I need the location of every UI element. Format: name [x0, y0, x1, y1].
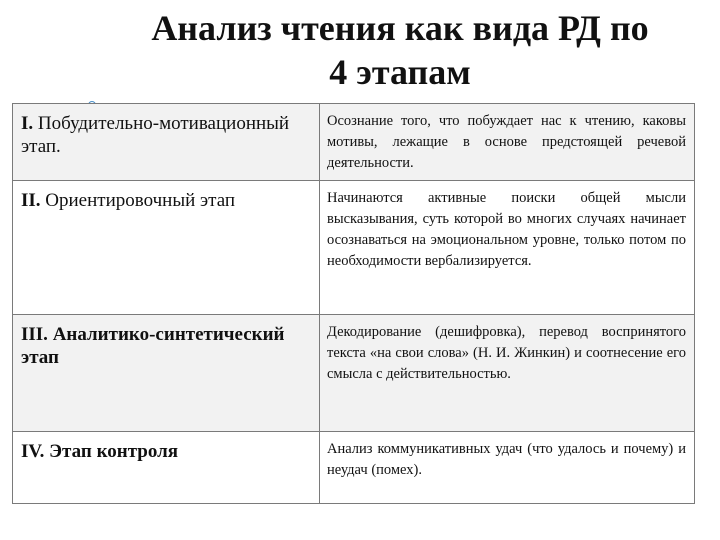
stage-description-cell: [320, 181, 695, 315]
stage-description: Анализ коммуникативных удач (что удалось и почему) и неудач (помех).: [327, 441, 686, 478]
stage-description-cell: [320, 432, 695, 504]
stage-number: I.: [21, 113, 34, 134]
stage-label: Побудительно-мотивационный этап.: [21, 113, 290, 157]
stage-number: III.: [21, 324, 48, 345]
title-line-1: Анализ чтения как вида РД по: [151, 8, 649, 48]
stage-name: [13, 181, 319, 212]
table-row-stage-1: [13, 104, 695, 181]
stage-description-cell: [320, 104, 695, 181]
stage-number: II.: [21, 190, 41, 211]
stage-name: [13, 432, 319, 463]
table-row-stage-3: [13, 315, 695, 432]
stages-table: [12, 103, 695, 504]
title-line-2: 4 этапам: [329, 52, 471, 92]
stage-label: Ориентировочный этап: [45, 190, 236, 211]
stage-description: Осознание того, что побуждает нас к чтению, каковы мотивы, лежащие в основе предстоящей речевой деятельности.: [327, 113, 686, 171]
stage-name: [13, 104, 319, 158]
stage-name-cell: [13, 315, 320, 432]
stage-number: IV.: [21, 441, 45, 462]
stage-name-cell: [13, 181, 320, 315]
table-row-stage-2: [13, 181, 695, 315]
slide-title: [110, 6, 690, 94]
stage-label: Этап контроля: [49, 441, 179, 462]
stage-name-cell: [13, 432, 320, 504]
stage-name-cell: [13, 104, 320, 181]
table-row-stage-4: [13, 432, 695, 504]
stage-description-cell: [320, 315, 695, 432]
stage-description: Декодирование (дешифровка), перевод воспринятого текста «на свои слова» (Н. И. Жинкин) и соотнесение его смысла с действительностью.: [327, 324, 686, 382]
stage-name: [13, 315, 319, 369]
stage-label: Аналитико-синтетический этап: [21, 324, 285, 368]
stage-description: Начинаются активные поиски общей мысли высказывания, суть которой во многих случаях начинает осознаваться на эмоциональном уровне, только потом по необходимости вербализируется.: [327, 190, 686, 269]
